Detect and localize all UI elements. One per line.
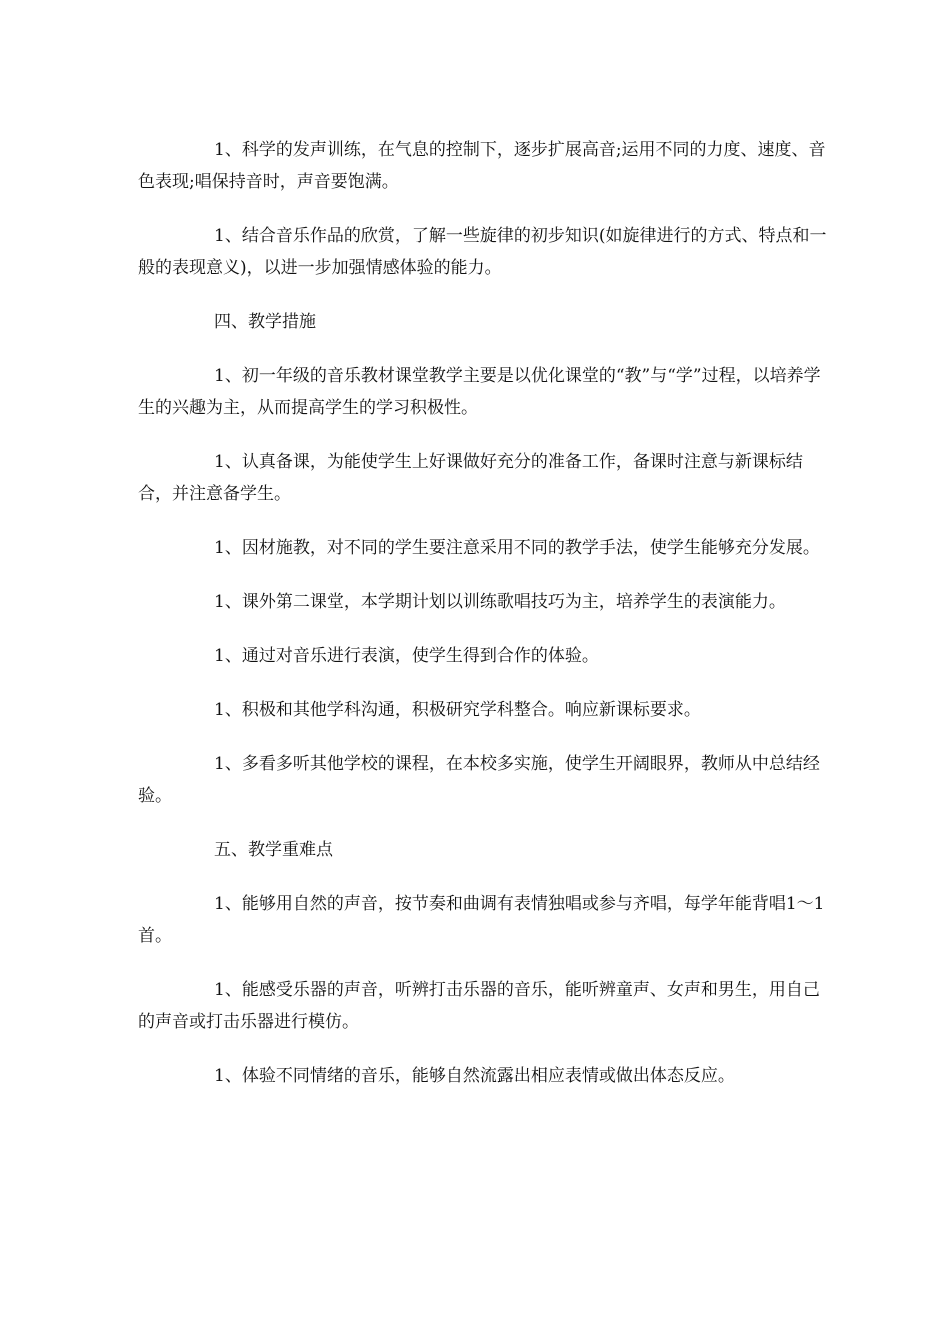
paragraph: 1、认真备课，为能使学生上好课做好充分的准备工作，备课时注意与新课标结合，并注意备学生。 bbox=[138, 452, 803, 504]
document-body bbox=[138, 134, 828, 1114]
paragraph: 1、能感受乐器的声音，听辨打击乐器的音乐，能听辨童声、女声和男生，用自己的声音或打击乐器进行模仿。 bbox=[138, 980, 820, 1032]
paragraph: 1、能够用自然的声音，按节奏和曲调有表情独唱或参与齐唱，每学年能背唱1～1首。 bbox=[138, 894, 825, 946]
paragraph: 1、积极和其他学科沟通，积极研究学科整合。响应新课标要求。 bbox=[214, 700, 701, 720]
paragraph: 1、科学的发声训练，在气息的控制下，逐步扩展高音;运用不同的力度、速度、音色表现;唱保持音时，声音要饱满。 bbox=[138, 140, 826, 192]
paragraph: 1、结合音乐作品的欣赏，了解一些旋律的初步知识(如旋律进行的方式、特点和一般的表现意义)，以进一步加强情感体验的能力。 bbox=[138, 226, 827, 278]
paragraph: 1、多看多听其他学校的课程，在本校多实施，使学生开阔眼界，教师从中总结经验。 bbox=[138, 754, 820, 806]
paragraph: 1、通过对音乐进行表演，使学生得到合作的体验。 bbox=[214, 646, 599, 666]
section-heading: 四、教学措施 bbox=[214, 312, 316, 332]
paragraph: 1、体验不同情绪的音乐，能够自然流露出相应表情或做出体态反应。 bbox=[214, 1066, 735, 1086]
section-heading: 五、教学重难点 bbox=[214, 840, 333, 860]
paragraph: 1、课外第二课堂，本学期计划以训练歌唱技巧为主，培养学生的表演能力。 bbox=[214, 592, 786, 612]
paragraph: 1、因材施教，对不同的学生要注意采用不同的教学手法，使学生能够充分发展。 bbox=[214, 538, 820, 558]
paragraph: 1、初一年级的音乐教材课堂教学主要是以优化课堂的“教”与“学”过程，以培养学生的兴趣为主，从而提高学生的学习积极性。 bbox=[138, 366, 821, 418]
